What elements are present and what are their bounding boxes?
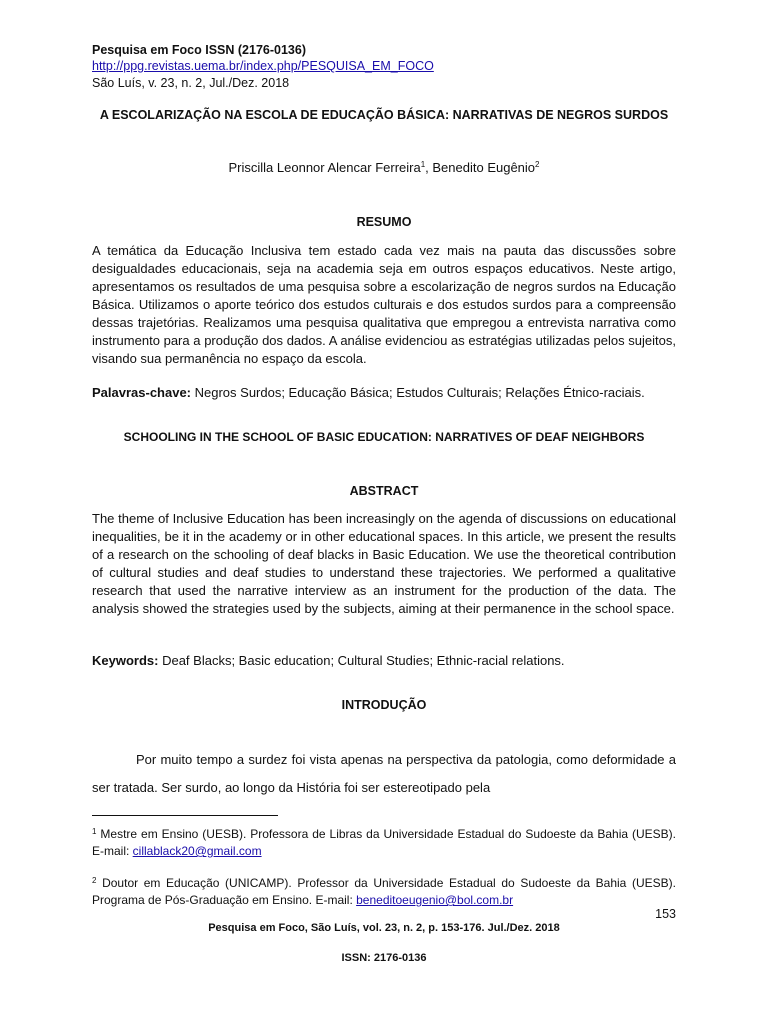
footnote-2-email-link[interactable]: beneditoeugenio@bol.com.br <box>356 893 514 907</box>
page-number: 153 <box>655 907 676 921</box>
introduction-heading: INTRODUÇÃO <box>341 698 427 712</box>
article-title-en: SCHOOLING IN THE SCHOOL OF BASIC EDUCATION: NARRATIVES OF DEAF NEIGHBORS <box>123 430 645 444</box>
journal-header: Pesquisa em Foco ISSN (2176-0136) <box>92 43 306 57</box>
palavras-chave-list: Negros Surdos; Educação Básica; Estudos Culturais; Relações Étnico-raciais. <box>191 385 645 400</box>
journal-volume: São Luís, v. 23, n. 2, Jul./Dez. 2018 <box>92 76 290 90</box>
author-2-footnote-mark[interactable]: 2 <box>535 160 540 169</box>
author-separator: , <box>425 160 433 175</box>
footnote-1-mark: 1 <box>92 827 97 836</box>
author-1: Priscilla Leonnor Alencar Ferreira <box>228 160 421 175</box>
footnote-1-email-link[interactable]: cillablack20@gmail.com <box>132 844 262 858</box>
footnote-1-text: Mestre em Ensino (UESB). Professora de Libras da Universidade Estadual do Sudoeste da Bahia (UESB). E-mail: <box>92 827 676 858</box>
journal-url-link[interactable]: http://ppg.revistas.uema.br/index.php/PESQUISA_EM_FOCO <box>92 59 434 73</box>
footer-issn: ISSN: 2176-0136 <box>341 952 427 964</box>
resumo-paragraph: A temática da Educação Inclusiva tem estado cada vez mais na pauta das discussões sobre desigualdades educacionais, seja na academia seja em outros espaços educativos. Neste artigo, apresentamos os resultados de uma pesquisa sobre a escolarização de negros surdos na Educação Básica. Utilizamos o aporte teórico dos estudos culturais e dos estudos surdos para a compreensão dessas trajetórias. Realizamos uma pesquisa qualitativa que empregou a entrevista narrativa como instrumento para a produção dos dados. A análise evidenciou as estratégias utilizadas pelos sujeitos, visando sua permanência no espaço da escola. <box>92 243 676 366</box>
article-title-pt: A ESCOLARIZAÇÃO NA ESCOLA DE EDUCAÇÃO BÁSICA: NARRATIVAS DE NEGROS SURDOS <box>99 108 669 122</box>
footnote-divider <box>92 815 278 816</box>
author-1-footnote-mark[interactable]: 1 <box>420 160 426 169</box>
authors-line <box>0 160 768 175</box>
footer-citation: Pesquisa em Foco, São Luís, vol. 23, n. 2, p. 153-176. Jul./Dez. 2018 <box>208 922 560 934</box>
footnote-1 <box>92 823 676 860</box>
introduction-paragraph: Por muito tempo a surdez foi vista apenas na perspectiva da patologia, como deformidade a ser tratada. Ser surdo, ao longo da História foi ser estereotipado pela <box>92 752 676 795</box>
footnote-2-text: Doutor em Educação (UNICAMP). Professor da Universidade Estadual do Sudoeste da Bahia (UESB). Programa de Pós-Graduação em Ensino. E-mail: <box>92 876 676 907</box>
keywords <box>92 652 676 670</box>
author-2: Benedito Eugênio <box>432 160 536 175</box>
keywords-label: Keywords: <box>92 653 159 668</box>
keywords-list: Deaf Blacks; Basic education; Cultural Studies; Ethnic-racial relations. <box>158 653 565 668</box>
abstract-heading: ABSTRACT <box>349 484 419 498</box>
abstract-paragraph: The theme of Inclusive Education has been increasingly on the agenda of discussions on educational inequalities, be it in the academy or in other educational spaces. In this article, we present the results of a research on the schooling of deaf blacks in Basic Education. We use the theoretical contribution of cultural studies and deaf studies to understand these trajectories. We performed a qualitative research that used the narrative interview as an instrument for the production of the data. The analysis showed the strategies used by the subjects, aiming at their permanence in the school space. <box>92 511 676 616</box>
footnote-2 <box>92 872 676 909</box>
palavras-chave-label: Palavras-chave: <box>92 385 192 400</box>
footnote-2-mark: 2 <box>92 876 97 885</box>
resumo-heading: RESUMO <box>356 215 412 229</box>
palavras-chave <box>92 384 676 402</box>
